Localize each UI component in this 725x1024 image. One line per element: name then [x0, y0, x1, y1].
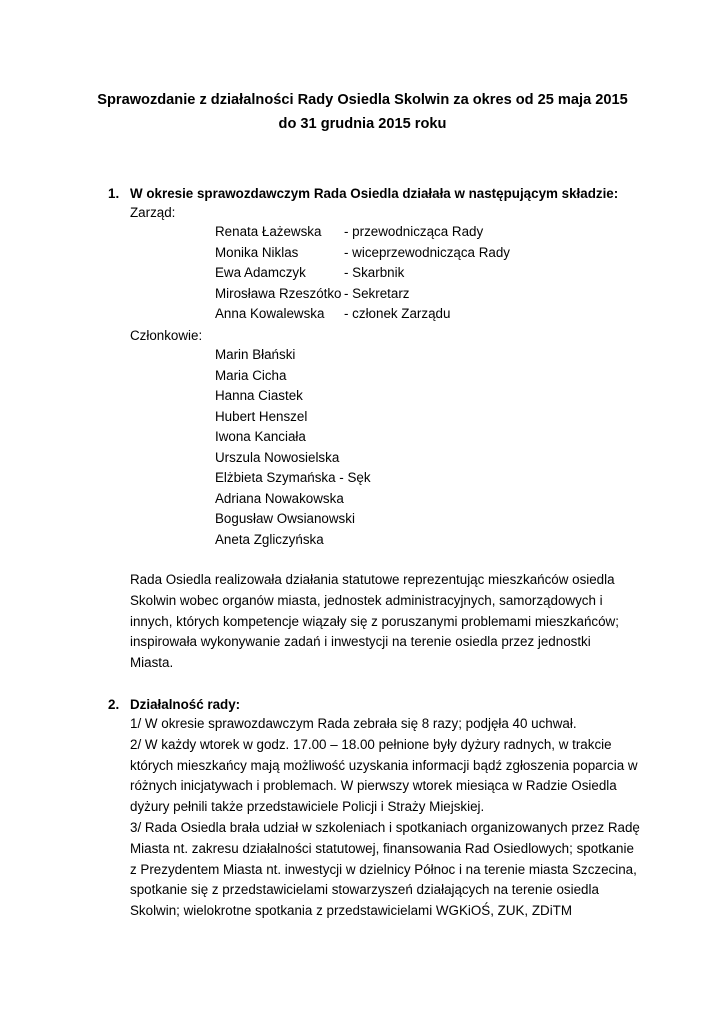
activity-line: których mieszkańcy mają możliwość uzyskania informacji bądź zgłoszenia poparcia w — [130, 757, 638, 773]
activity-line: z Prezydentem Miasta nt. inwestycji w dzielnicy Północ i na terenie miasta Szczecina, — [130, 861, 637, 877]
activity-line: dyżury pełnili także przedstawiciele Policji i Straży Miejskiej. — [130, 799, 485, 815]
council-activity-paragraph — [130, 570, 650, 674]
activity-line: 1/ W okresie sprawozdawczym Rada zebrała się 8 razy; podjęła 40 uchwał. — [130, 716, 577, 731]
board-member-row — [215, 263, 510, 284]
activity-line: Miasta nt. zakresu działalności statutowej, finansowania Rad Osiedlowych; spotkanie — [130, 840, 634, 856]
member-name: Urszula Nowosielska — [215, 449, 340, 465]
paragraph-line: innych, których kompetencje wiązały się z poruszanymi problemami mieszkańców; — [130, 613, 619, 629]
member-name: Maria Cicha — [215, 367, 287, 383]
section-1-heading-text: W okresie sprawozdawczym Rada Osiedla działała w następującym składzie: — [130, 186, 619, 201]
member-name: Marin Błański — [215, 347, 296, 362]
member-name: Bogusław Owsianowski — [215, 511, 355, 526]
members-label: Członkowie: — [130, 328, 203, 343]
document-title-line-1: Sprawozdanie z działalności Rady Osiedla Skolwin za okres od 25 maja 2015 — [97, 92, 628, 108]
member-name: Hanna Ciastek — [215, 388, 303, 403]
board-member-row — [215, 243, 510, 264]
activity-line: spotkanie się z przedstawicielami stowarzyszeń działających na terenie osiedla — [130, 882, 599, 898]
section-2-body — [130, 714, 650, 922]
paragraph-line: Miasta. — [130, 655, 174, 671]
board-member-role: - Skarbnik — [344, 265, 405, 280]
board-member-row — [215, 222, 510, 243]
board-member-role: - członek Zarządu — [344, 306, 451, 321]
section-1-number: 1. — [108, 186, 120, 201]
section-1-heading — [108, 184, 618, 204]
board-member-role: - Sekretarz — [344, 285, 410, 301]
board-member-row — [215, 284, 510, 305]
member-name: Hubert Henszel — [215, 408, 308, 424]
board-member-name: Monika Niklas — [215, 244, 299, 260]
board-member-name: Renata Łażewska — [215, 224, 322, 239]
section-2-heading — [108, 695, 240, 715]
board-member-role: - wiceprzewodnicząca Rady — [344, 244, 510, 260]
board-member-name: Anna Kowalewska — [215, 306, 325, 321]
board-label: Zarząd: — [130, 205, 176, 220]
board-member-name: Ewa Adamczyk — [215, 265, 306, 280]
board-member-row — [215, 304, 510, 325]
member-name: Elżbieta Szymańska - Sęk — [215, 470, 371, 485]
activity-line: różnych inicjatywach i problemach. W pierwszy wtorek miesiąca w Radzie Osiedla — [130, 778, 617, 794]
document-title-line-2: do 31 grudnia 2015 roku — [278, 116, 447, 132]
paragraph-line: Rada Osiedla realizowała działania statutowe reprezentując mieszkańców osiedla — [130, 572, 615, 587]
board-member-role: - przewodnicząca Rady — [344, 224, 484, 239]
member-name: Adriana Nowakowska — [215, 490, 344, 506]
activity-line: 2/ W każdy wtorek w godz. 17.00 – 18.00 pełnione były dyżury radnych, w trakcie — [130, 736, 612, 752]
section-2-heading-text: Działalność rady: — [130, 697, 241, 712]
board-list — [215, 222, 510, 325]
members-list — [215, 345, 371, 550]
section-2-number: 2. — [108, 697, 120, 712]
activity-line: Skolwin; wielokrotne spotkania z przedstawicielami WGKiOŚ, ZUK, ZDiTM — [130, 903, 573, 919]
paragraph-line: inspirowała wykonywanie zadań i inwestycji na terenie osiedla przez jednostki — [130, 634, 591, 650]
paragraph-line: Skolwin wobec organów miasta, jednostek administracyjnych, samorządowych i — [130, 592, 603, 608]
member-name: Aneta Zgliczyńska — [215, 531, 324, 547]
activity-line: 3/ Rada Osiedla brała udział w szkoleniach i spotkaniach organizowanych przez Radę — [130, 819, 640, 835]
board-member-name: Mirosława Rzeszótko — [215, 285, 342, 301]
member-name: Iwona Kanciała — [215, 429, 306, 444]
